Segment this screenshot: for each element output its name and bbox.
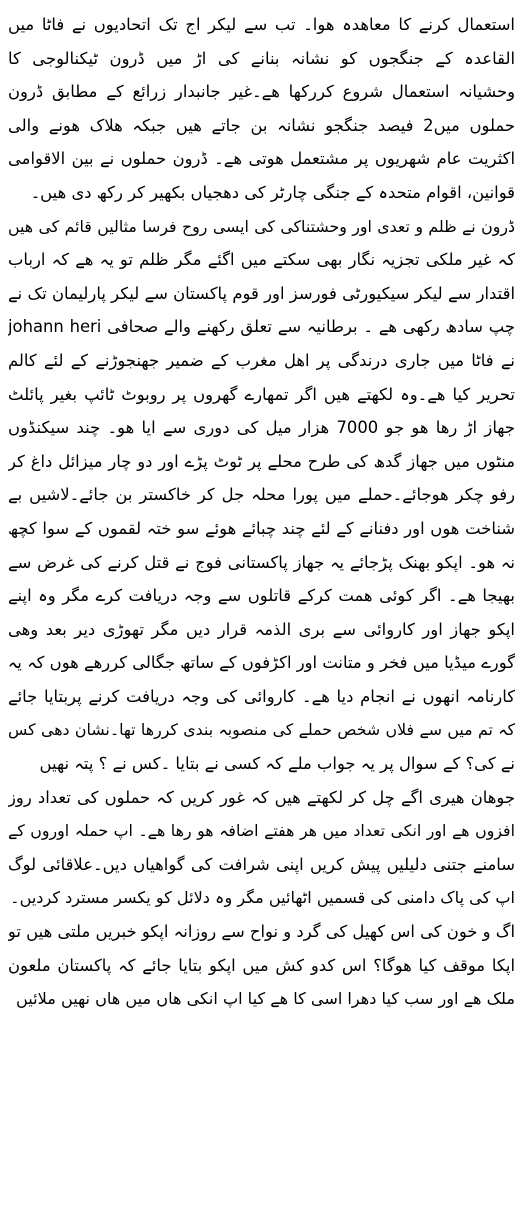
- text-line: منٹوں میں جھاز گدھ کی طرح محلے پر ٹوٹ پڑے اور دو چار میزائل داغ کر: [8, 451, 515, 471]
- text-line: حملوں میں2 فیصد جنگجو نشانہ بن جاتے ھیں جبکہ ھلاک ھونے والی: [8, 115, 515, 135]
- text-line: شناخت ھوں اور دفنانے کے لئے چند چبائے ھوئے سو ختہ لقموں کے سوا کچھ: [8, 518, 515, 538]
- text-line: بھیجا ھے۔ اگر کوئی ھمت کرکے قاتلوں سے وجہ دریافت کرے مگر وہ اپنے: [8, 586, 515, 606]
- text-line: نے کی؟ کے سوال پر یہ جواب ملے کہ کسی نے بتایا ۔کس نے ؟ پتہ نھیں: [39, 754, 515, 774]
- text-line: گورے میڈیا میں فخر و متانت اور اکڑفوں کے ساتھ جگالی کررھے ھوں کہ یہ: [8, 653, 515, 673]
- text-line: افزوں ھے اور انکی تعداد میں ھر ھفتے اضافہ ھو رھا ھے۔ اپ حملہ اوروں کے: [8, 821, 515, 841]
- text-line: نہ ھو۔ اپکو بھنک پڑجائے یہ جھاز پاکستانی فوج نے قتل کرنے کی غرض سے: [8, 552, 515, 572]
- text-line: ملک ھے اور سب کیا دھرا اسی کا ھے کیا اپ انکی ھاں میں ھاں نھیں ملائیں: [16, 989, 515, 1009]
- text-line: اپ کی پاک دامنی کی قسمیں اٹھائیں مگر وہ دلائل کو یکسر مسترد کردیں۔: [10, 888, 515, 908]
- text-line: استعمال کرنے کا معاھدہ ھوا۔ تب سے لیکر اج تک اتحادیوں نے فاٹا میں: [8, 15, 515, 34]
- text-line: جھاز اڑ رھا ھو جو 7000 ھزار میل کی دوری سے ایا ھو۔ چند سیکنڈوں: [8, 418, 515, 438]
- text-line: رفو چکر ھوجائے۔حملے میں پورا محلہ جل کر خاکستر بن جائے۔لاشیں بے: [8, 485, 515, 505]
- text-line: القاعدہ کے جنگجوں کو نشانہ بنانے کی اڑ میں ڈرون ٹیکنالوجی کا: [8, 48, 515, 68]
- text-line: کارنامہ انھوں نے انجام دیا ھے۔ کاروائی کی وجہ دریافت کرنے پربتایا جائے: [8, 686, 515, 706]
- text-line: اقتدار سے لیکر سیکیورٹی فورسز اور قوم پاکستان سے لیکر پارلیمان تک نے: [8, 283, 515, 303]
- text-line: کہ غیر ملکی تجزیہ نگار بھی سکتے میں اگئے مگر ظلم تو یہ ھے کہ ارباب: [8, 250, 515, 270]
- text-line: اکثریت عام شھریوں پر مشتعمل ھوتی ھے۔ ڈرون حملوں نے بین الاقوامی: [8, 149, 515, 169]
- text-line: اپکو جھاز اور کاروائی سے بری الذمہ قرار دیں مگر تھوڑی دیر بعد وھی: [8, 619, 515, 639]
- text-line: چپ سادھ رکھی ھے ۔ برطانیہ سے تعلق رکھنے والے صحافی johann heri: [8, 317, 515, 337]
- text-line: تحریر کیا ھے۔وہ لکھتے ھیں اگر تمھارے گھروں پر روبوٹ ٹائپ بغیر پائلٹ: [8, 384, 515, 404]
- text-line: ڈرون نے ظلم و تعدی اور وحشتناکی کی ایسی روح فرسا مثالیں قائم کی ھیں: [8, 216, 515, 236]
- text-line: نے فاٹا میں جاری درندگی پر اھل مغرب کے ضمیر جھنجوڑنے کے لئے کالم: [8, 350, 515, 370]
- text-line: سامنے جتنی دلیلیں پیش کریں اپنی شرافت کی گواھیاں دیں۔علاقائی لوگ: [8, 854, 515, 874]
- text-line: کہ تم میں سے فلاں شخص حملے کی منصوبہ بندی کررھا تھا۔نشان دھی کس: [8, 720, 515, 740]
- text-line: اپکا موقف کیا ھوگا؟ اس کدو کش میں اپکو بتایا جائے کہ پاکستان ملعون: [8, 955, 515, 975]
- text-line: قوانین، اقوام متحدہ کے جنگی چارٹر کی دھجیاں بکھیر کر رکھ دی ھیں۔: [30, 182, 515, 202]
- text-line: اگ و خون کی اس کھیل کی گرد و نواح سے روزانہ اپکو خبریں ملتی ھیں تو: [8, 922, 515, 942]
- text-line: جوھان ھیری اگے چل کر لکھتے ھیں کہ غور کریں کہ حملوں کی تعداد روز: [8, 787, 515, 807]
- text-line: وحشیانہ استعمال شروع کررکھا ھے۔غیر جانبدار زرائع کے مطابق ڈرون: [8, 82, 515, 102]
